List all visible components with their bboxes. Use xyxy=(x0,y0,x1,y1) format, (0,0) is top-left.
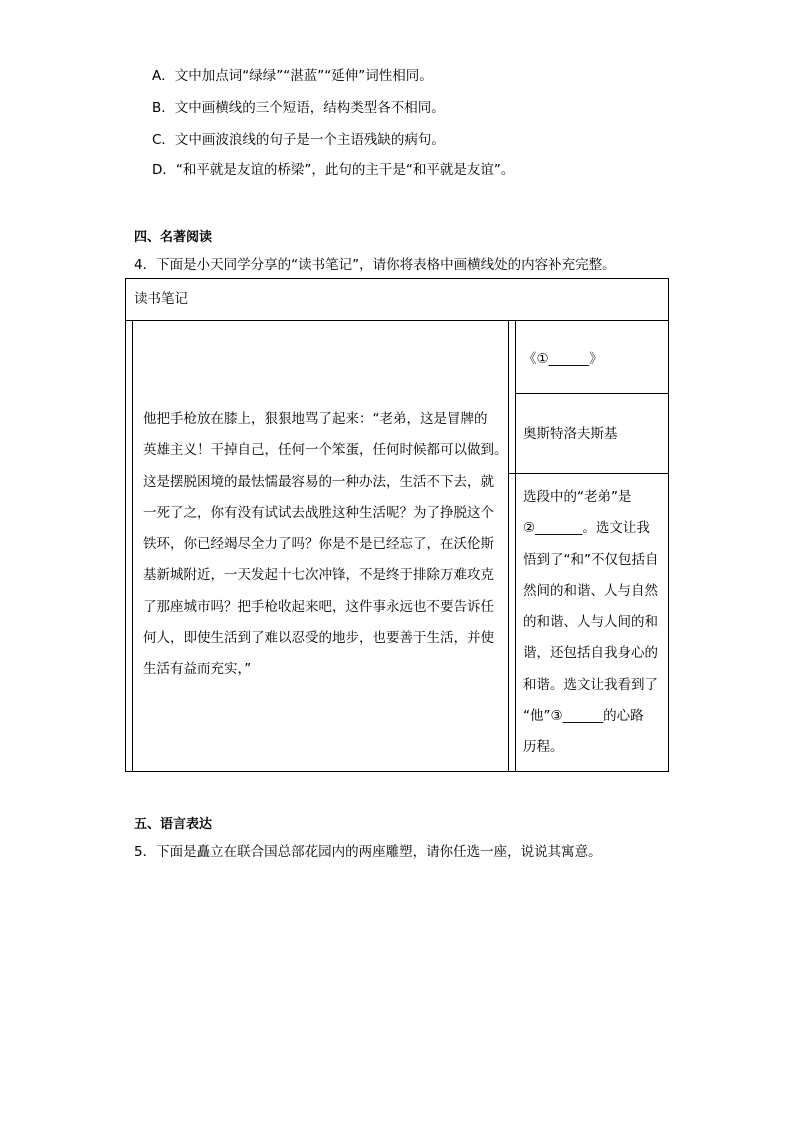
reflection-line: 历程。 xyxy=(523,739,564,756)
passage-line: 他把手枪放在膝上，狠狠地骂了起来：“老弟，这是冒牌的 xyxy=(143,411,488,427)
reflection-line: 谐，还包括自我身心的 xyxy=(523,645,658,662)
reflection-line: 然间的和谐、人与自然 xyxy=(523,582,658,599)
option-c: C．文中画波浪线的句子是一个主语残缺的病句。 xyxy=(152,132,445,148)
question-4: 4．下面是小天同学分享的“读书笔记”，请你将表格中画横线处的内容补充完整。 xyxy=(134,257,616,273)
passage-cell xyxy=(143,404,508,686)
passage-line: 铁环，你已经竭尽全力了吗？你是不是已经忘了，在沃伦斯 xyxy=(143,536,494,553)
option-b: B．文中画横线的三个短语，结构类型各不相同。 xyxy=(152,100,445,116)
book-title-blank: 《①______》 xyxy=(523,351,603,367)
reflection-line: ②_______。选文让我 xyxy=(523,520,650,537)
passage-line: 一死了之，你有没有试试去战胜这种生活呢？为了挣脱这个 xyxy=(143,504,494,521)
option-a: A．文中加点词“绿绿”“湛蓝”“延伸”词性相同。 xyxy=(152,68,433,84)
passage-line: 了那座城市吗？把手枪收起来吧，这件事永远也不要告诉任 xyxy=(143,598,494,615)
table-header: 读书笔记 xyxy=(134,291,188,307)
reflection-line: 和谐。选文让我看到了 xyxy=(523,676,658,693)
section4-heading: 四、名著阅读 xyxy=(134,230,213,245)
reflection-line: “他”③______的心路 xyxy=(523,708,644,725)
passage-line: 基新城附近，一天发起十七次冲锋，不是终于排除万难攻克 xyxy=(143,567,494,584)
passage-line: 生活有益而充实，” xyxy=(143,661,252,678)
question-5: 5．下面是矗立在联合国总部花园内的两座雕塑，请你任选一座，说说其寓意。 xyxy=(134,844,602,860)
section5-heading: 五、语言表达 xyxy=(134,817,213,832)
author-cell: 奥斯特洛夫斯基 xyxy=(523,426,618,442)
passage-line: 这是摆脱困境的最怯懦最容易的一种办法，生活不下去，就 xyxy=(143,473,494,490)
passage-line: 英雄主义！干掉自己，任何一个笨蛋，任何时候都可以做到。 xyxy=(143,442,508,459)
reflection-line: 的和谐、人与人间的和 xyxy=(523,614,658,631)
passage-line: 何人，即使生活到了难以忍受的地步，也要善于生活，并使 xyxy=(143,630,494,647)
reflection-line: 选段中的“老弟”是 xyxy=(523,489,632,505)
reflection-cell xyxy=(523,482,659,764)
option-d: D．“和平就是友谊的桥梁”，此句的主干是“和平就是友谊”。 xyxy=(152,162,515,178)
reflection-line: 悟到了“和”不仅包括自 xyxy=(523,551,659,568)
